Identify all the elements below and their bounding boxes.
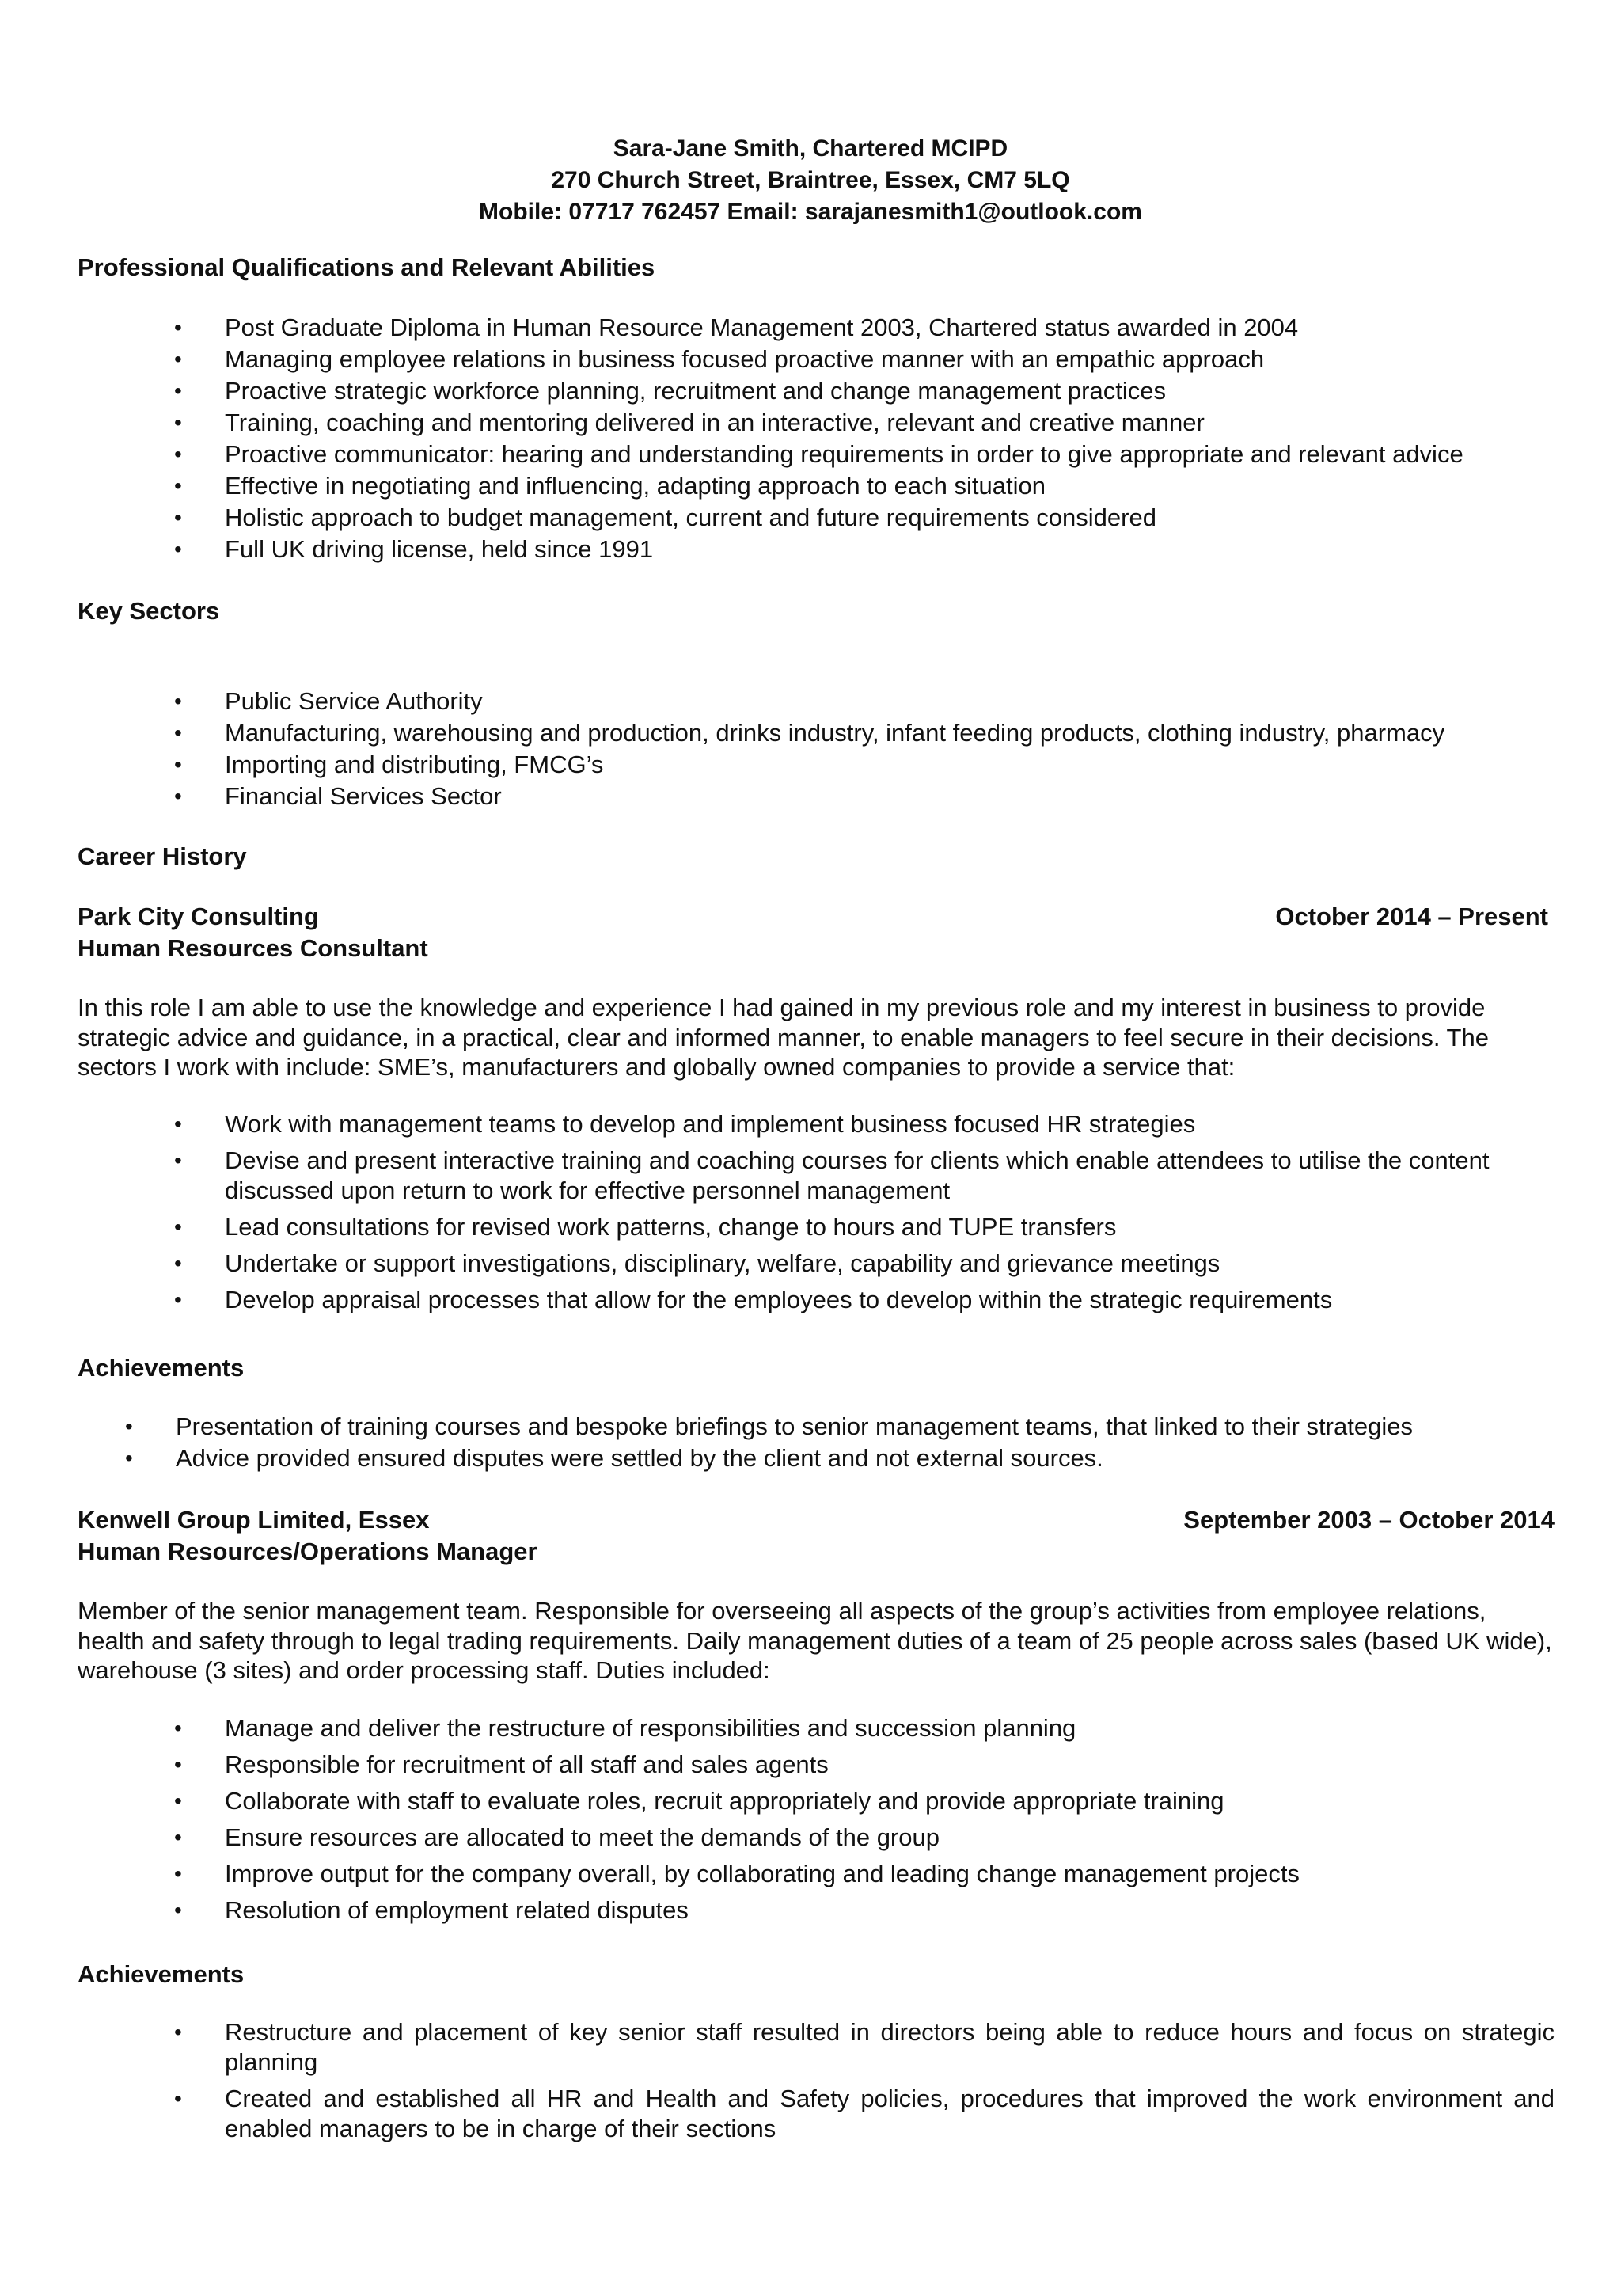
list-item: • Training, coaching and mentoring delivered in an interactive, relevant and creative manner [78,407,1558,439]
company-name: Park City Consulting [78,903,319,930]
list-item: • Advice provided ensured disputes were settled by the client and not external sources. [78,1443,1558,1474]
bullet-icon: • [174,2086,182,2111]
list-item: • Holistic approach to budget management, current and future requirements considered [78,502,1558,534]
job-summary: In this role I am able to use the knowledge and experience I had gained in my previous role and my interest in business to provide strategic advice and guidance, in a practical, clear and informed manner, to enable managers to feel secure in their decisions. The sectors I work with include: SME’s, manufacturers and globally owned companies to provide a service that: [78,994,1489,1081]
bullet-icon: • [174,689,182,713]
job-park-city [78,901,1548,1321]
list-item: • Resolution of employment related disputes [78,1895,1555,1926]
bullet-icon: • [174,2020,182,2044]
list-item: • Devise and present interactive training and coaching courses for clients which enable attendees to utilise the content discussed upon return to work for effective personnel management [174,1146,1490,1204]
list-item: • Collaborate with staff to evaluate roles, recruit appropriately and provide appropriate training [78,1785,1555,1817]
candidate-contact: Mobile: 07717 762457 Email: sarajanesmith1@outlook.com [479,199,1142,225]
bullet-icon: • [174,473,182,498]
list-item: • Effective in negotiating and influencing, adapting approach to each situation [78,470,1558,502]
list-item: • Importing and distributing, FMCG’s [78,749,1558,781]
list-item: • Managing employee relations in business focused proactive manner with an empathic approach [78,344,1558,375]
bullet-icon: • [174,784,182,808]
bullet-icon: • [174,537,182,561]
company-name: Kenwell Group Limited, Essex [78,1506,430,1534]
achievements-list [78,2017,1555,2144]
bullet-icon: • [174,1715,182,1740]
job-header-row [78,901,1548,933]
list-item: • Manufacturing, warehousing and production, drinks industry, infant feeding products, clothing industry, pharmacy [78,717,1558,749]
bullet-icon: • [174,720,182,745]
job-title: Human Resources/Operations Manager [78,1538,537,1565]
sectors-list [78,686,1558,812]
list-item: • Financial Services Sector [78,781,1558,812]
bullet-icon: • [174,1214,182,1239]
bullet-icon: • [174,505,182,530]
bullet-icon: • [174,410,182,435]
qualifications-section [78,252,1558,565]
qualifications-heading: Professional Qualifications and Relevant Abilities [78,253,655,281]
job-kenwell [78,1504,1555,1931]
sectors-heading: Key Sectors [78,597,220,625]
list-item: • Improve output for the company overall, by collaborating and leading change management projects [78,1858,1555,1890]
bullet-icon: • [174,1147,182,1173]
bullet-icon: • [174,315,182,340]
list-item: • Presentation of training courses and bespoke briefings to senior management teams, that linked to their strategies [78,1411,1558,1443]
career-heading: Career History [78,842,247,870]
candidate-name: Sara-Jane Smith, Chartered MCIPD [613,135,1008,162]
bullet-icon: • [174,1751,182,1777]
bullet-icon: • [174,1111,182,1136]
bullet-icon: • [174,752,182,777]
bullet-icon: • [174,1250,182,1275]
bullet-icon: • [125,1446,133,1470]
list-item: • Created and established all HR and Health and Safety policies, procedures that improved the work environment and enabled managers to be in charge of their sections [174,2085,1555,2142]
bullet-icon: • [174,1788,182,1813]
achievements-list [78,1411,1558,1474]
job-park-city-achievements [78,1352,1558,1474]
list-item: • Responsible for recruitment of all staff and sales agents [78,1749,1555,1781]
bullet-icon: • [174,1897,182,1922]
job-header-row [78,1504,1555,1536]
job-kenwell-achievements [78,1959,1555,2150]
list-item: • Post Graduate Diploma in Human Resource Management 2003, Chartered status awarded in 2004 [78,312,1558,344]
qualifications-list [78,312,1558,565]
achievements-heading: Achievements [78,1354,245,1382]
job-duties-list [78,1712,1555,1926]
list-item: • Lead consultations for revised work patterns, change to hours and TUPE transfers [174,1212,1117,1241]
list-item: • Develop appraisal processes that allow for the employees to develop within the strategic requirements [174,1285,1333,1313]
list-item: • Manage and deliver the restructure of responsibilities and succession planning [78,1712,1555,1744]
job-summary: Member of the senior management team. Responsible for overseeing all aspects of the group’s activities from employee relations, health and safety through to legal trading requirements. Daily management duties of a team of 25 people across sales (based UK wide), warehouse (3 sites) and order processing staff. Duties included: [78,1597,1552,1684]
bullet-icon: • [125,1414,133,1439]
list-item: • Restructure and placement of key senior staff resulted in directors being able to reduce hours and focus on strategic planning [174,2018,1555,2076]
job-title: Human Resources Consultant [78,934,428,962]
sectors-section [78,595,1558,812]
list-item: • Undertake or support investigations, disciplinary, welfare, capability and grievance meetings [174,1249,1220,1277]
bullet-icon: • [174,1861,182,1886]
candidate-address: 270 Church Street, Braintree, Essex, CM7 5LQ [551,167,1070,193]
list-item: • Work with management teams to develop and implement business focused HR strategies [174,1109,1196,1138]
bullet-icon: • [174,347,182,371]
list-item: • Proactive communicator: hearing and understanding requirements in order to give appropriate and relevant advice [78,439,1558,470]
achievements-heading: Achievements [78,1960,245,1988]
bullet-icon: • [174,442,182,466]
bullet-icon: • [174,378,182,403]
bullet-icon: • [174,1824,182,1849]
job-duties-list [78,1109,1548,1315]
list-item: • Full UK driving license, held since 1991 [78,534,1558,565]
list-item: • Ensure resources are allocated to meet the demands of the group [78,1822,1555,1853]
bullet-icon: • [174,1287,182,1312]
cv-header [0,133,1621,228]
job-dates: October 2014 – Present [1275,903,1548,930]
list-item: • Proactive strategic workforce planning, recruitment and change management practices [78,375,1558,407]
list-item: • Public Service Authority [78,686,1558,717]
career-section [78,841,1558,872]
job-dates: September 2003 – October 2014 [1183,1506,1555,1534]
